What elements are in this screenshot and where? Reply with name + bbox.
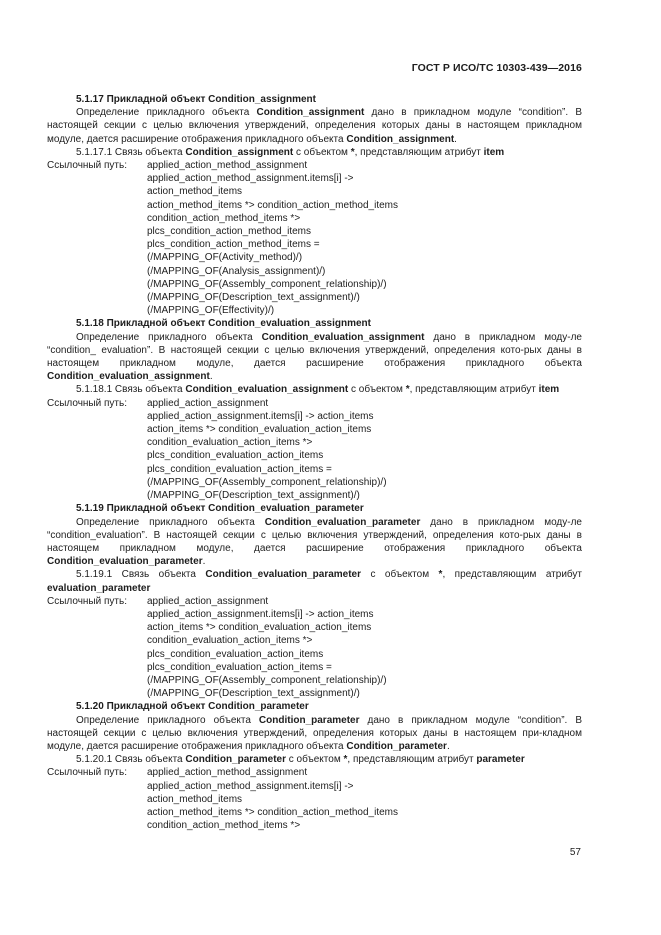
relation-attribute: parameter	[476, 754, 525, 766]
object-name: Condition_assignment	[346, 133, 455, 145]
reference-path-line: applied_action_method_assignment	[147, 767, 308, 779]
definition-text: .	[446, 740, 450, 752]
reference-path-line: applied_action_assignment.items[i] -> action_items	[147, 608, 374, 620]
relation-number: 5.1.19.1 Связь объекта	[76, 569, 206, 581]
reference-path-line: action_items *> condition_evaluation_action_items	[147, 424, 372, 436]
relation-text: с объектом	[348, 384, 406, 396]
reference-path-line: plcs_condition_evaluation_action_items	[147, 450, 324, 462]
relation-text: с объектом	[361, 569, 439, 581]
reference-path-line: action_method_items *> condition_action_method_items	[147, 199, 398, 211]
definition-text: Определение прикладного объекта	[76, 331, 262, 343]
reference-path-line: condition_evaluation_action_items *>	[147, 635, 313, 647]
relation-text: , представляющим атрибут	[409, 384, 539, 396]
definition-text: дано в прикладном моду-ле “condition_evaluation”. В настоящей секции с целью включения утверждений, определения кото-рых даны в настоящем прикладном модуле, дается расширение отображения прикладного объекта	[47, 516, 582, 554]
relation-text: , представляющим атрибут	[354, 146, 484, 158]
reference-path-line: (/MAPPING_OF(Effectivity)/)	[147, 305, 275, 317]
relation-text: с объектом	[293, 146, 351, 158]
section-heading: 5.1.19 Прикладной объект Condition_evaluation_parameter	[76, 503, 364, 515]
section-heading: 5.1.17 Прикладной объект Condition_assignment	[76, 94, 316, 105]
reference-path-line: (/MAPPING_OF(Assembly_component_relationship)/)	[147, 476, 387, 488]
mapping-section	[47, 93, 582, 317]
relation-text: с объектом	[285, 754, 344, 766]
reference-path-label: Ссылочный путь:	[47, 767, 127, 779]
relation-star: *	[405, 384, 410, 396]
relation-star: *	[343, 754, 348, 766]
object-name: Condition_parameter	[346, 740, 447, 752]
reference-path-line: applied_action_method_assignment	[147, 160, 308, 172]
object-name: Condition_evaluation_assignment	[261, 331, 425, 343]
definition-text: .	[202, 556, 206, 568]
reference-path-line: action_method_items *> condition_action_method_items	[147, 806, 398, 818]
mapping-section	[47, 317, 582, 502]
relation-text: , представляющим атрибут	[442, 569, 582, 581]
reference-path-label: Ссылочный путь:	[47, 595, 127, 607]
reference-path-line: plcs_condition_action_method_items =	[147, 239, 320, 251]
reference-path-line: (/MAPPING_OF(Description_text_assignment)/)	[147, 490, 360, 502]
definition-text: дано в прикладном моду-ле “condition_ evaluation”. В настоящей секции с целью включения утверждений, определения кото-рых даны в настоящем прикладном модуле, дается расширение отображения прикладного объекта	[47, 331, 582, 370]
reference-path-line: applied_action_method_assignment.items[i] ->	[147, 780, 354, 792]
definition-text: Определение прикладного объекта	[76, 714, 259, 726]
reference-path-line: action_method_items	[147, 793, 243, 805]
reference-path-line: (/MAPPING_OF(Assembly_component_relationship)/)	[147, 674, 387, 686]
section-heading: 5.1.20 Прикладной объект Condition_parameter	[76, 701, 309, 713]
mapping-section	[47, 502, 582, 700]
reference-path-line: action_method_items	[147, 186, 243, 198]
reference-path-line: (/MAPPING_OF(Description_text_assignment)/)	[147, 688, 360, 700]
relation-paragraph	[47, 383, 582, 396]
object-name: Condition_evaluation_parameter	[264, 516, 421, 528]
relation-attribute: evaluation_parameter	[47, 582, 151, 594]
reference-path-line: plcs_condition_action_method_items	[147, 226, 311, 238]
reference-path-line: action_items *> condition_evaluation_action_items	[147, 622, 372, 634]
document-header: ГОСТ Р ИСО/ТС 10303-439—2016	[411, 62, 582, 74]
reference-path-line: (/MAPPING_OF(Assembly_component_relationship)/)	[147, 278, 387, 290]
section-definition	[47, 714, 582, 754]
relation-paragraph	[47, 568, 582, 594]
reference-path-line: applied_action_assignment	[147, 397, 269, 409]
section-definition	[47, 516, 582, 569]
definition-text: .	[209, 371, 213, 383]
reference-path-line: (/MAPPING_OF(Description_text_assignment)/)	[147, 292, 360, 304]
reference-path-row	[47, 595, 582, 608]
reference-path-row	[47, 159, 582, 172]
definition-text: Определение прикладного объекта	[76, 516, 265, 528]
relation-object: Condition_parameter	[185, 754, 286, 766]
page-number: 57	[569, 847, 581, 858]
relation-number: 5.1.20.1 Связь объекта	[76, 754, 186, 766]
definition-text: .	[454, 133, 457, 145]
relation-attribute: item	[483, 146, 505, 158]
mapping-section	[47, 700, 582, 832]
relation-attribute: item	[538, 384, 560, 396]
section-definition	[47, 106, 582, 146]
relation-star: *	[350, 146, 355, 158]
object-name: Condition_evaluation_assignment	[47, 371, 210, 383]
reference-path-line: (/MAPPING_OF(Analysis_assignment)/)	[147, 265, 326, 277]
relation-object: Condition_evaluation_parameter	[205, 569, 362, 581]
reference-path-line: (/MAPPING_OF(Activity_method)/)	[147, 252, 303, 264]
object-name: Condition_assignment	[256, 107, 365, 119]
relation-paragraph	[47, 753, 582, 766]
section-heading: 5.1.18 Прикладной объект Condition_evaluation_assignment	[76, 318, 371, 330]
document-body	[47, 93, 582, 832]
reference-path-line: condition_action_method_items *>	[147, 820, 301, 832]
relation-number: 5.1.17.1 Связь объекта	[76, 146, 186, 158]
relation-object: Condition_evaluation_assignment	[185, 384, 349, 396]
relation-text: , представляющим атрибут	[347, 754, 477, 766]
definition-text: дано в прикладном модуле “condition”. В настоящей секции с целью включения утверждений, определения которых даны в настоящем прикладном модуле, дается расширение отображения прикладного объекта	[47, 107, 582, 145]
reference-path-line: condition_action_method_items *>	[147, 212, 301, 224]
object-name: Condition_evaluation_parameter	[47, 556, 203, 568]
object-name: Condition_parameter	[258, 714, 360, 726]
reference-path-line: plcs_condition_evaluation_action_items =	[147, 463, 332, 475]
definition-text: дано в прикладном модуле “condition”. В настоящей секции с целью включения утверждений, определения которых даны в настоящем при-кладном модуле, дается расширение отображения прикладного объекта	[47, 714, 582, 752]
relation-object: Condition_assignment	[185, 146, 294, 158]
reference-path-row	[47, 397, 582, 410]
relation-star: *	[438, 569, 443, 581]
reference-path-row	[47, 766, 582, 779]
reference-path-label: Ссылочный путь:	[47, 160, 127, 172]
reference-path-line: applied_action_method_assignment.items[i] ->	[147, 173, 354, 185]
reference-path-line: applied_action_assignment	[147, 595, 269, 607]
reference-path-label: Ссылочный путь:	[47, 397, 127, 409]
relation-paragraph	[47, 146, 582, 159]
section-definition	[47, 331, 582, 384]
reference-path-line: plcs_condition_evaluation_action_items	[147, 648, 324, 660]
reference-path-line: plcs_condition_evaluation_action_items =	[147, 661, 332, 673]
relation-number: 5.1.18.1 Связь объекта	[76, 384, 186, 396]
reference-path-line: applied_action_assignment.items[i] -> action_items	[147, 410, 374, 422]
definition-text: Определение прикладного объекта	[76, 107, 257, 119]
reference-path-line: condition_evaluation_action_items *>	[147, 437, 313, 449]
